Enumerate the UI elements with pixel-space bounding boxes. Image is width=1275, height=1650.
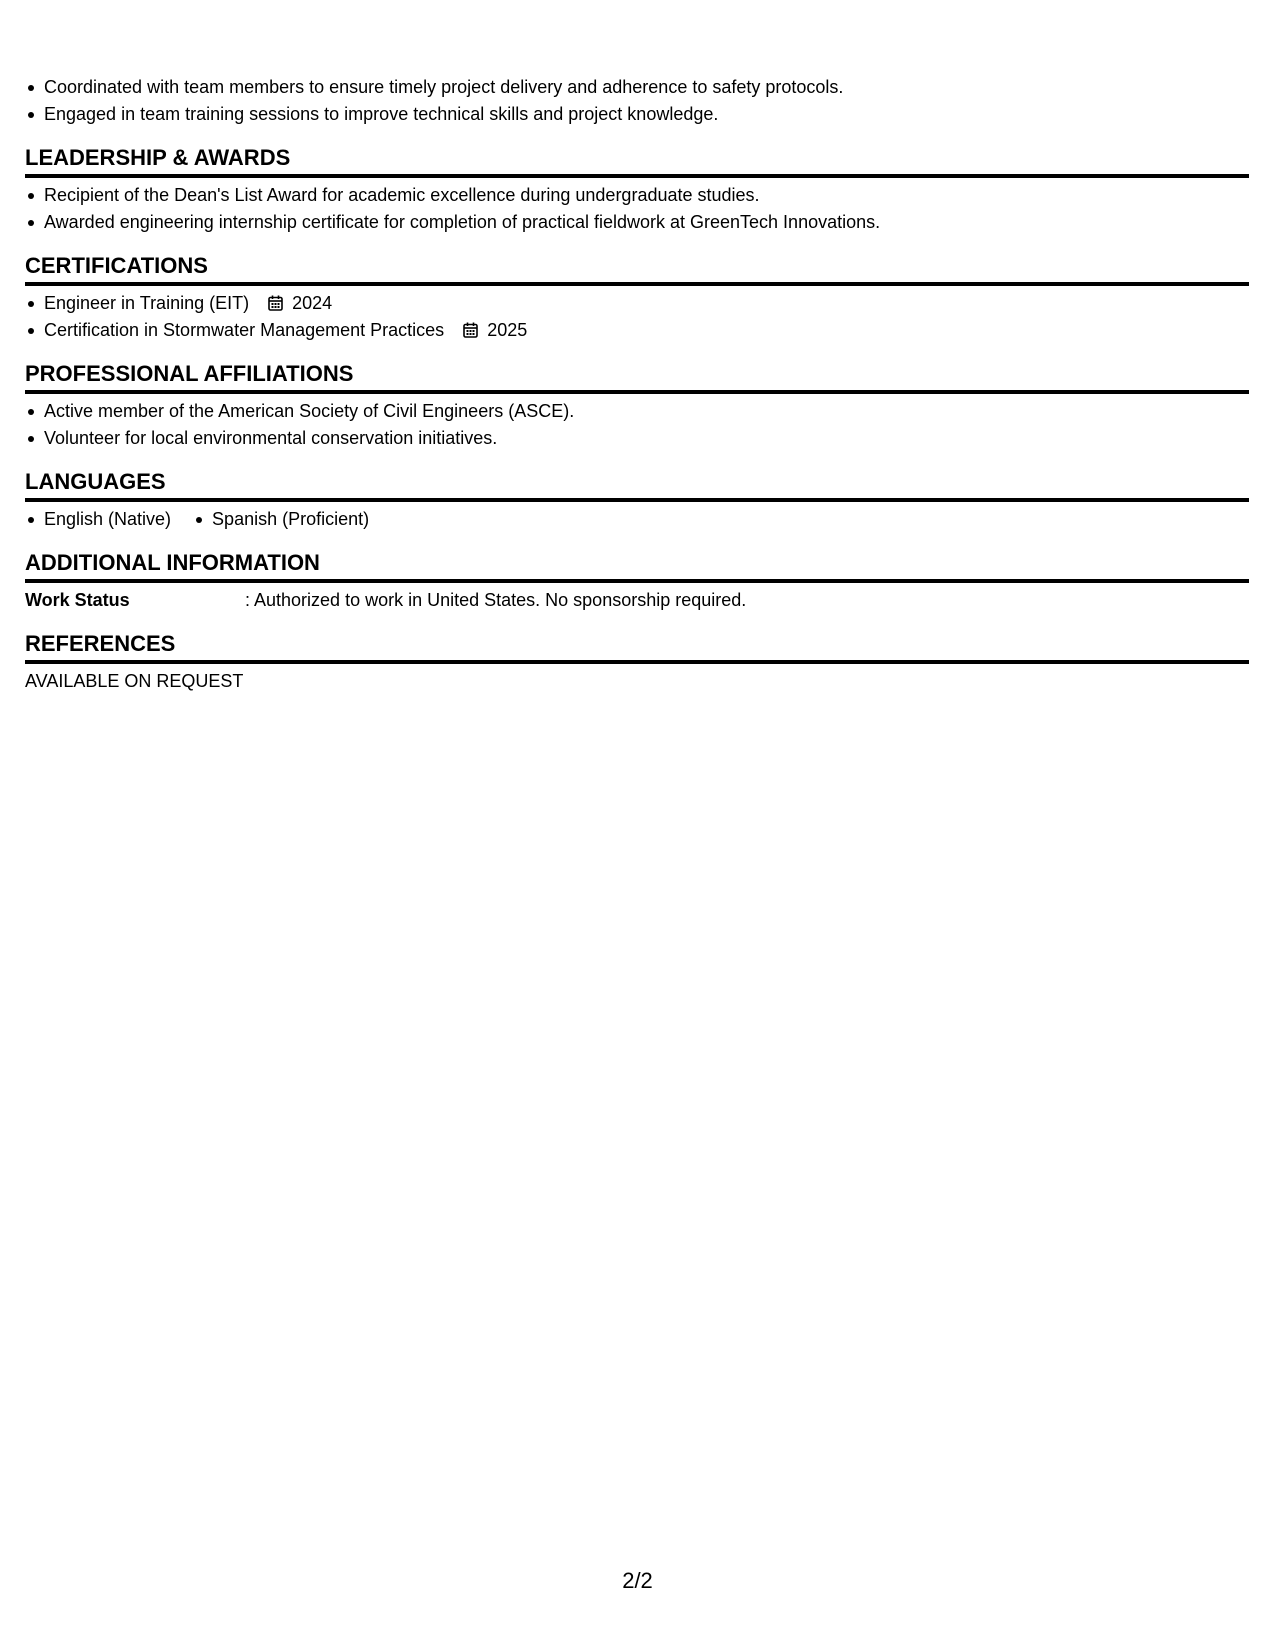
page-number: 2/2 — [622, 1568, 653, 1593]
work-status-label: Work Status — [25, 590, 130, 610]
references-section — [25, 630, 1249, 695]
certification-name: Certification in Stormwater Management Practices — [44, 320, 445, 340]
leadership-section — [25, 144, 1249, 236]
list-item — [25, 290, 1249, 317]
affiliations-list — [25, 398, 1249, 452]
leadership-list — [25, 182, 1249, 236]
work-status-row — [25, 587, 1249, 614]
section-title: LEADERSHIP & AWARDS — [25, 144, 1249, 178]
calendar-icon — [268, 295, 283, 311]
language-item: English (Native) — [25, 506, 171, 533]
additional-info-section — [25, 549, 1249, 614]
affiliations-section — [25, 360, 1249, 452]
list-item: Awarded engineering internship certificate for completion of practical fieldwork at GreenTech Innovations. — [25, 209, 1249, 236]
list-item: Engaged in team training sessions to improve technical skills and project knowledge. — [25, 101, 1249, 128]
list-item: Volunteer for local environmental conservation initiatives. — [25, 425, 1249, 452]
section-title: ADDITIONAL INFORMATION — [25, 549, 1249, 583]
work-status-value: : Authorized to work in United States. No sponsorship required. — [245, 590, 747, 610]
languages-section — [25, 468, 1249, 533]
section-title: LANGUAGES — [25, 468, 1249, 502]
list-item — [25, 317, 1249, 344]
certifications-list — [25, 290, 1249, 344]
references-text: AVAILABLE ON REQUEST — [25, 671, 244, 691]
experience-continued-list — [25, 74, 1249, 128]
certification-year: 2025 — [487, 320, 528, 340]
certification-year: 2024 — [292, 293, 333, 313]
certification-name: Engineer in Training (EIT) — [44, 293, 250, 313]
language-item: Spanish (Proficient) — [193, 506, 369, 533]
calendar-icon — [463, 322, 478, 338]
section-title: CERTIFICATIONS — [25, 252, 1249, 286]
section-title: PROFESSIONAL AFFILIATIONS — [25, 360, 1249, 394]
certifications-section — [25, 252, 1249, 344]
list-item: Recipient of the Dean's List Award for academic excellence during undergraduate studies. — [25, 182, 1249, 209]
resume-page — [25, 0, 1249, 695]
list-item: Coordinated with team members to ensure timely project delivery and adherence to safety protocols. — [25, 74, 1249, 101]
section-title: REFERENCES — [25, 630, 1249, 664]
languages-list — [25, 506, 1249, 533]
list-item: Active member of the American Society of Civil Engineers (ASCE). — [25, 398, 1249, 425]
